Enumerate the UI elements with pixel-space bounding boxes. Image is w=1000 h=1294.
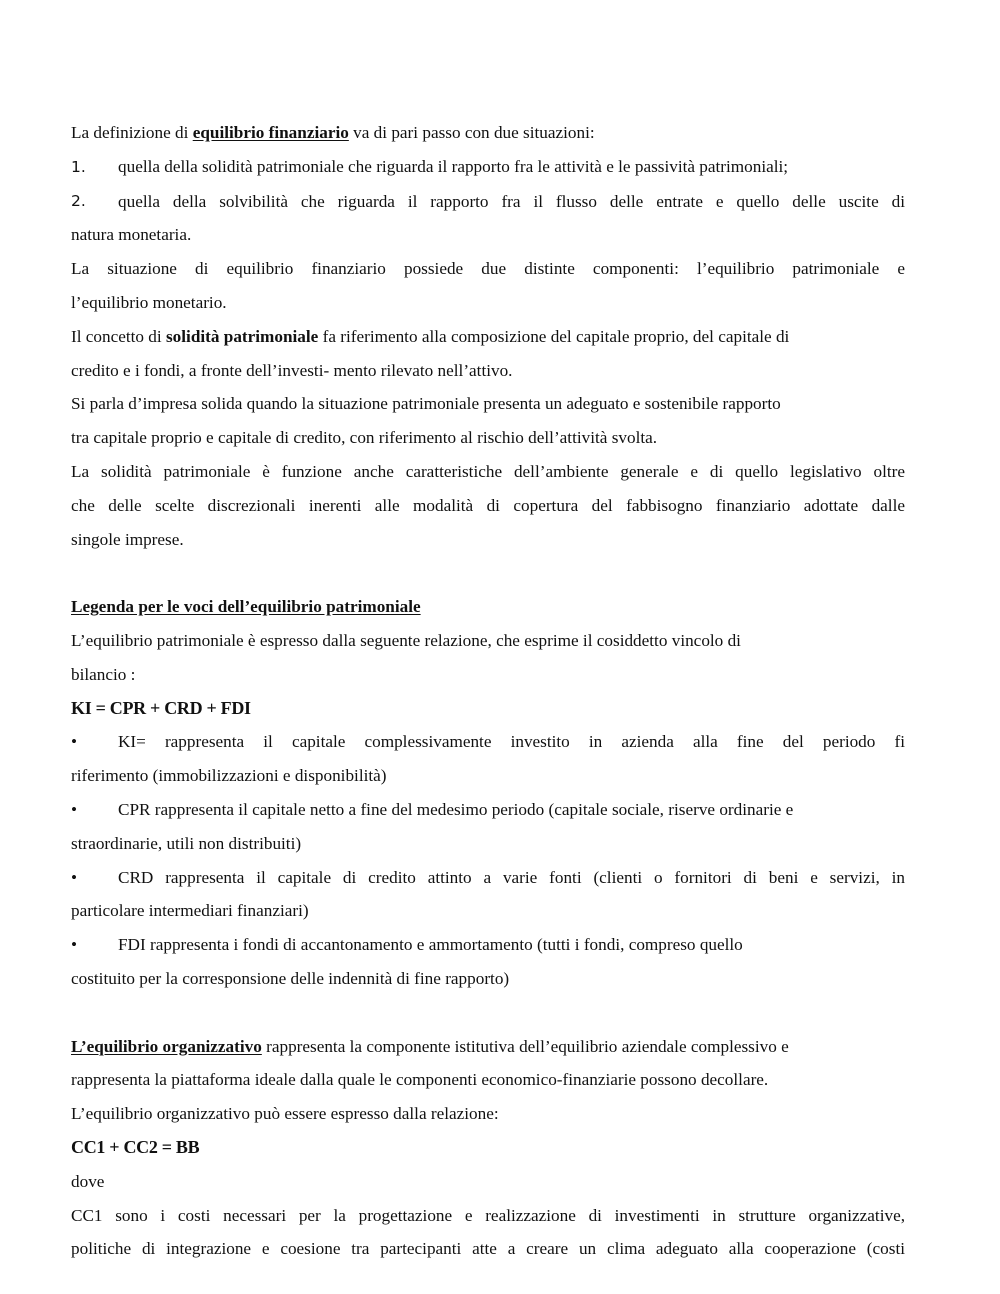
- paragraph-organizational: L’equilibrio organizzativo rappresenta la componente istitutiva dell’equilibrio aziendale complessivo e: [71, 1036, 789, 1056]
- list-number: 2.: [71, 191, 86, 210]
- term-equilibrio-finanziario: equilibrio finanziario: [192, 123, 349, 142]
- paragraph-line: La solidità patrimoniale è funzione anche caratteristiche dell’ambiente generale e di quello legislativo oltre: [71, 461, 905, 481]
- paragraph-line: L’equilibrio patrimoniale è espresso dalla seguente relazione, che esprime il cosiddetto vincolo di: [71, 630, 741, 650]
- bullet-item-cpr: • CPR rappresenta il capitale netto a fine del medesimo periodo (capitale sociale, riserve ordinarie e: [71, 793, 905, 827]
- section-heading-legend: Legenda per le voci dell’equilibrio patrimoniale: [71, 597, 421, 617]
- bullet-icon: •: [71, 732, 78, 752]
- list-item-continuation: natura monetaria.: [71, 225, 192, 245]
- paragraph-line: credito e i fondi, a fronte dell’investi- mento rilevato nell’attivo.: [71, 360, 513, 380]
- paragraph-line: rappresenta la piattaforma ideale dalla quale le componenti economico-finanziarie possono decollare.: [71, 1070, 769, 1090]
- bullet-item-ki: • KI= rappresenta il capitale complessivamente investito in azienda alla fine del periodo fi: [71, 725, 905, 759]
- bullet-item-crd: • CRD rappresenta il capitale di credito attinto a varie fonti (clienti o fornitori di beni e servizi, in: [71, 861, 905, 895]
- formula-balance: KI = CPR + CRD + FDI: [71, 697, 251, 718]
- bullet-icon: •: [71, 867, 78, 887]
- spacer: [71, 996, 905, 1030]
- list-number: 1.: [71, 157, 86, 176]
- paragraph-line: singole imprese.: [71, 529, 184, 549]
- bullet-icon: •: [71, 935, 78, 955]
- paragraph-line: che delle scelte discrezionali inerenti alle modalità di copertura del fabbisogno finanziario adottate dalle: [71, 495, 905, 515]
- bullet-item-continuation: straordinarie, utili non distribuiti): [71, 833, 302, 853]
- paragraph-line: l’equilibrio monetario.: [71, 292, 227, 312]
- spacer: [71, 556, 905, 590]
- formula-organizational: CC1 + CC2 = BB: [71, 1136, 200, 1157]
- paragraph-financial-equilibrium: La definizione di equilibrio finanziario va di pari passo con due situazioni:: [71, 123, 595, 142]
- list-item: 1. quella della solidità patrimoniale che riguarda il rapporto fra le attività e le passività patrimoniali;: [71, 150, 905, 185]
- bullet-item-fdi: • FDI rappresenta i fondi di accantonamento e ammortamento (tutti i fondi, compreso quello: [71, 928, 905, 962]
- bullet-item-continuation: particolare intermediari finanziari): [71, 901, 309, 921]
- paragraph-solidity: Il concetto di solidità patrimoniale fa riferimento alla composizione del capitale proprio, del capitale di: [71, 326, 790, 346]
- paragraph-line: tra capitale proprio e capitale di credito, con riferimento al rischio dell’attività svolta.: [71, 428, 658, 448]
- paragraph-line: Si parla d’impresa solida quando la situazione patrimoniale presenta un adeguato e sostenibile rapporto: [71, 394, 781, 414]
- bullet-item-continuation: riferimento (immobilizzazioni e disponibilità): [71, 766, 387, 786]
- bullet-item-continuation: costituito per la corresponsione delle indennità di fine rapporto): [71, 968, 510, 988]
- paragraph-line: L’equilibrio organizzativo può essere espresso dalla relazione:: [71, 1104, 499, 1124]
- term-equilibrio-organizzativo: L’equilibrio organizzativo: [71, 1036, 262, 1056]
- list-item: 2. quella della solvibilità che riguarda il rapporto fra il flusso delle entrate e quello delle uscite di: [71, 185, 905, 219]
- paragraph-line: politiche di integrazione e coesione tra partecipanti atte a creare un clima adeguato alla cooperazione (costi: [71, 1239, 905, 1259]
- paragraph-line: CC1 sono i costi necessari per la progettazione e realizzazione di investimenti in strutture organizzative,: [71, 1205, 905, 1225]
- paragraph-line: La situazione di equilibrio finanziario possiede due distinte componenti: l’equilibrio patrimoniale e: [71, 259, 905, 279]
- paragraph-line: dove: [71, 1171, 105, 1191]
- bullet-icon: •: [71, 799, 78, 819]
- term-solidita-patrimoniale: solidità patrimoniale: [165, 326, 319, 346]
- paragraph-line: bilancio :: [71, 664, 136, 684]
